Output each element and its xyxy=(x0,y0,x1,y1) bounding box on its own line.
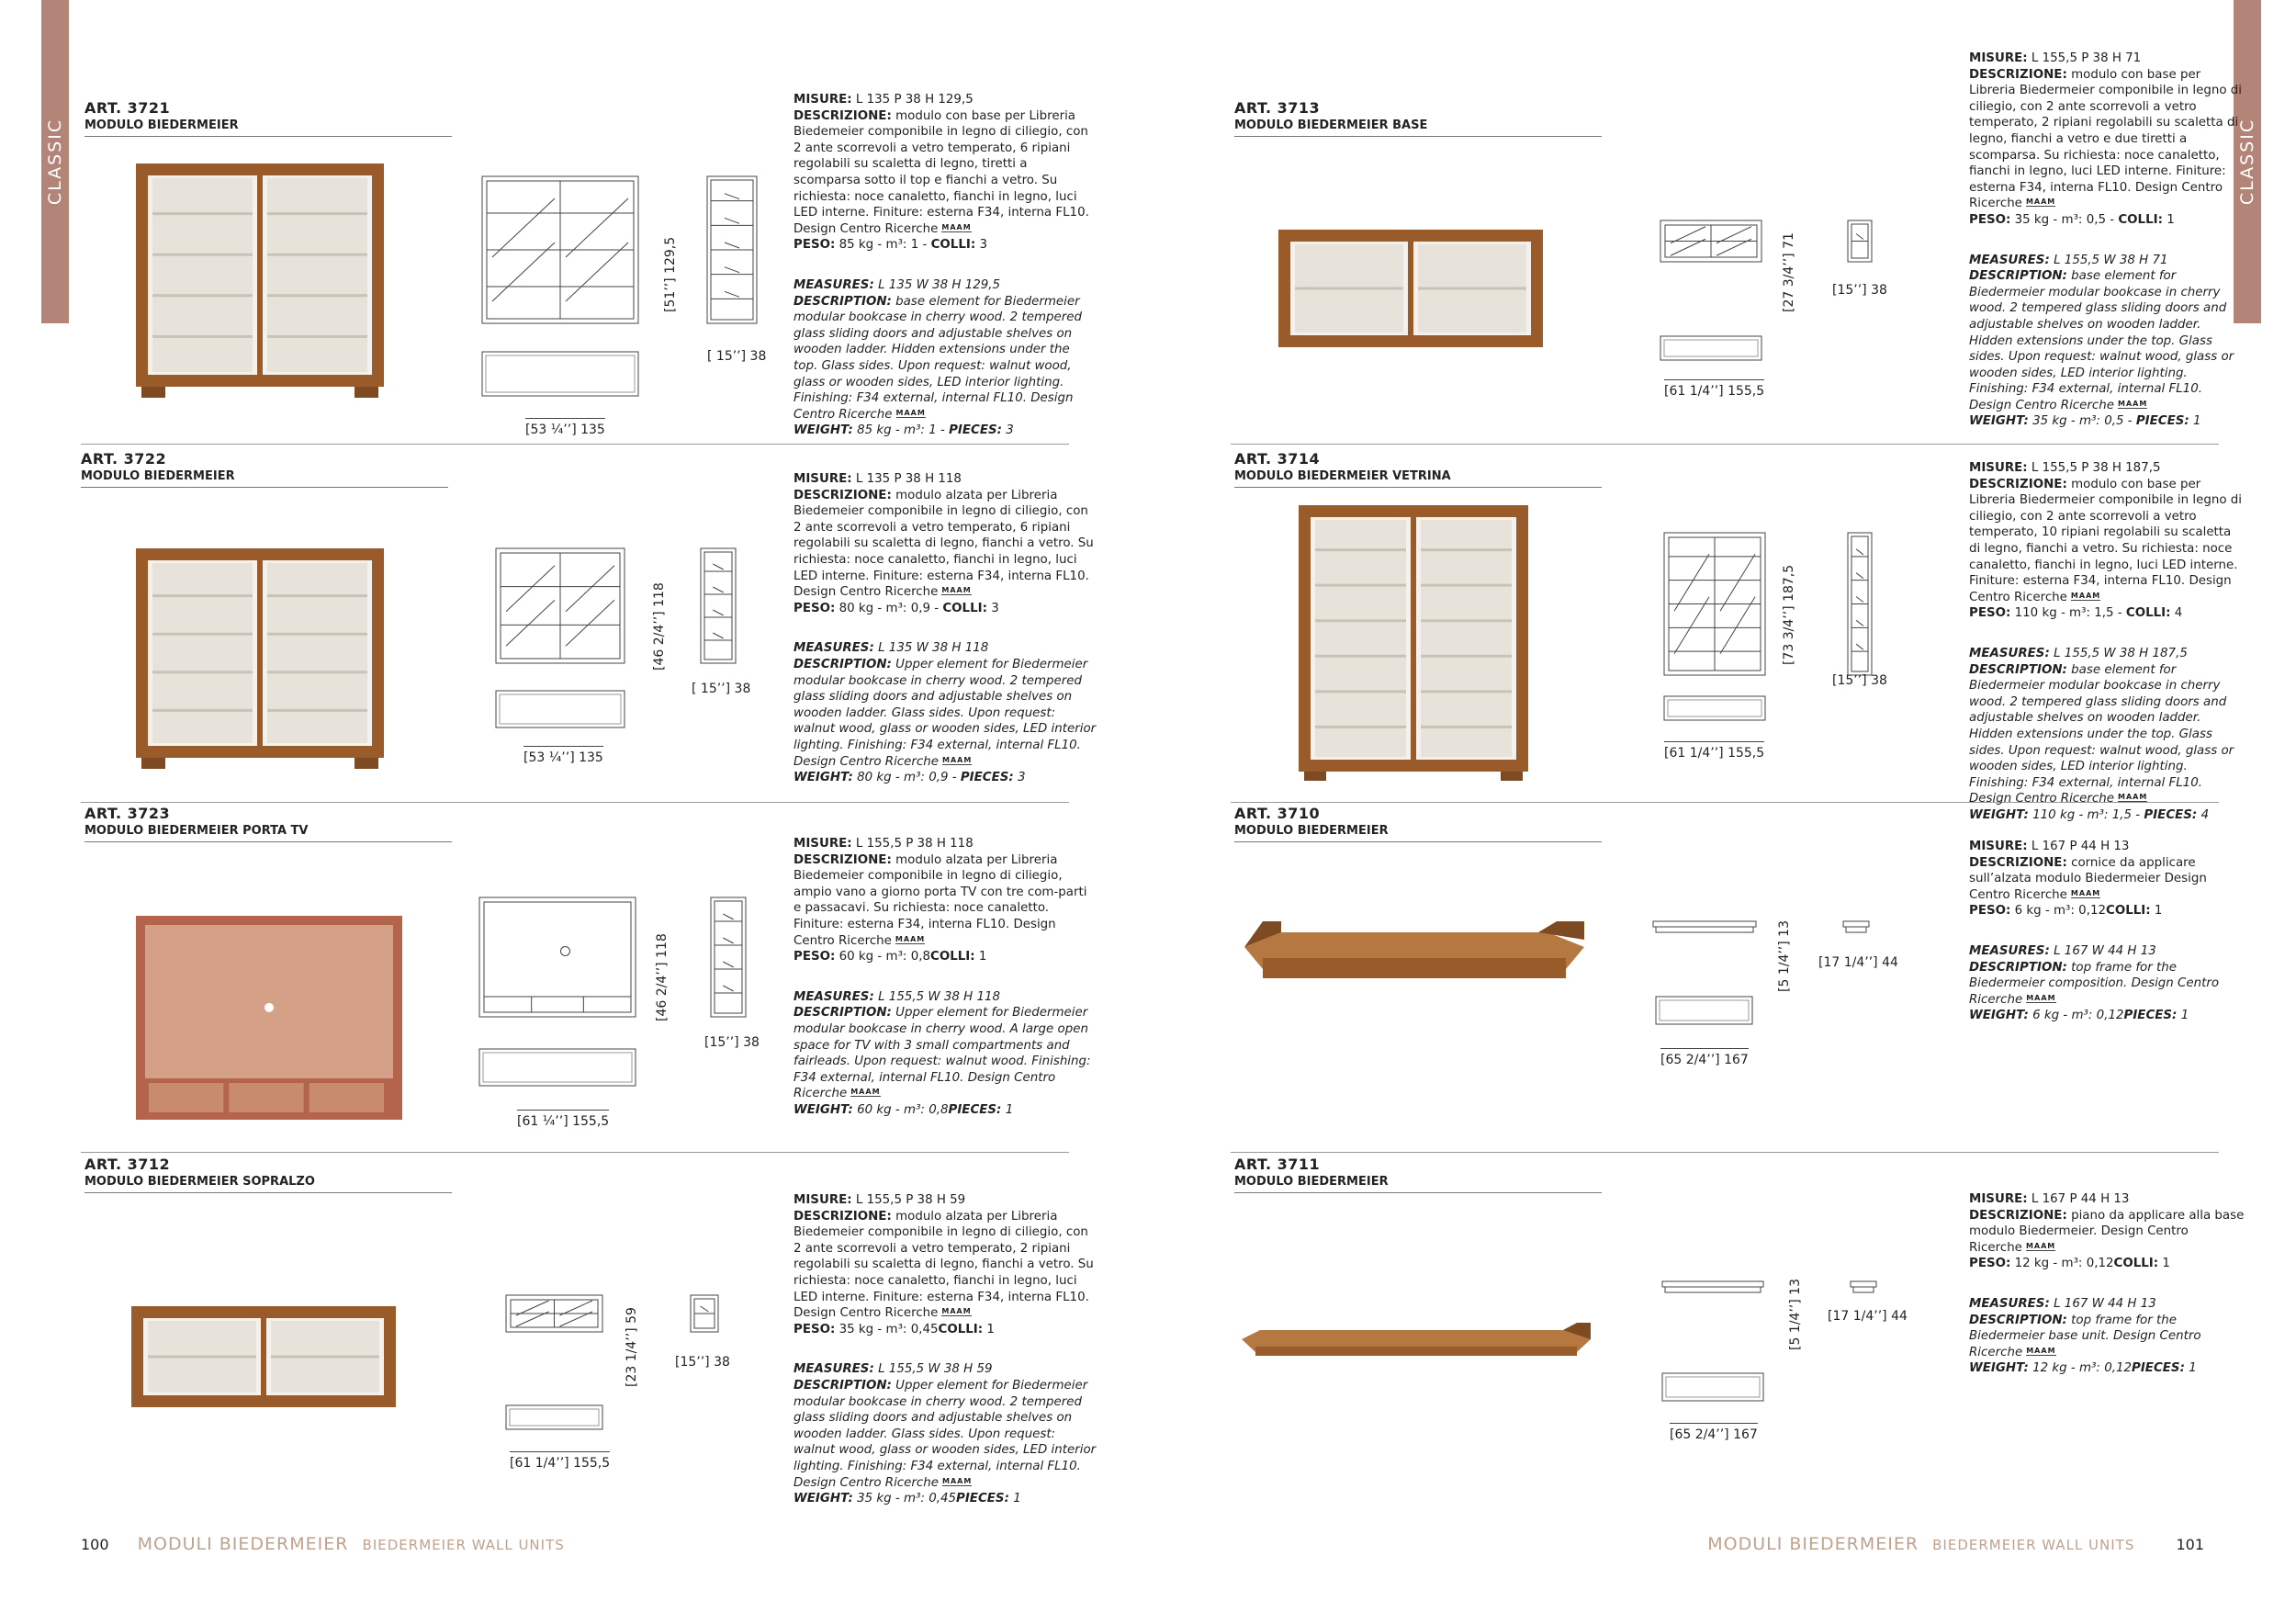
page-number: 100 xyxy=(81,1536,109,1553)
side-elevation-drawing xyxy=(1848,220,1872,262)
design-credit: Design Centro Ricerche xyxy=(1969,574,2232,604)
article-number: ART. 3710 xyxy=(1234,805,1321,822)
measures-label-en: MEASURES: xyxy=(1969,646,2050,660)
product-photo xyxy=(1278,230,1543,347)
design-credit: Design Centro Ricerche xyxy=(1969,1224,2189,1255)
pieces-value-en: 1 xyxy=(1013,1492,1021,1506)
pieces-value-en: 1 xyxy=(1005,1102,1014,1117)
measures-value-en: L 167 W 44 H 13 xyxy=(2054,943,2156,958)
product-description xyxy=(793,92,1097,463)
side-elevation-drawing xyxy=(711,897,746,1017)
weight-label-en: WEIGHT: xyxy=(1969,1361,2029,1376)
description-text-it: piano da applicare alla base modulo Biedermeier. xyxy=(1969,1208,2245,1239)
product-name: MODULO BIEDERMEIER xyxy=(1234,824,1389,838)
maam-logo: MAAM xyxy=(942,755,973,764)
measures-value-it: L 167 P 44 H 13 xyxy=(2031,840,2130,853)
weight-value-it: 12 kg - m³: 0,12 xyxy=(2014,1257,2114,1271)
description-label-en: DESCRIPTION: xyxy=(1969,960,2067,975)
measures-label-en: MEASURES: xyxy=(793,1362,874,1377)
pieces-label-it: COLLI: xyxy=(930,950,975,964)
description-label-it: DESCRIZIONE: xyxy=(1969,477,2067,491)
weight-label-en: WEIGHT: xyxy=(1969,414,2029,429)
weight-value-en: 60 kg - m³: 0,8 xyxy=(857,1102,949,1117)
pieces-value-it: 3 xyxy=(991,601,999,615)
pieces-label-it: COLLI: xyxy=(2106,904,2151,919)
description-label-it: DESCRIZIONE: xyxy=(1969,1208,2067,1223)
height-dimension: [46 2/4’’] 118 xyxy=(652,582,667,671)
depth-dimension: [ 15’’] 38 xyxy=(692,682,751,696)
section-tab-label: CLASSIC xyxy=(2237,118,2257,206)
pieces-value-en: 4 xyxy=(2200,807,2210,822)
description-label-en: DESCRIPTION: xyxy=(793,1378,892,1393)
maam-logo: MAAM xyxy=(941,1307,972,1316)
maam-logo: MAAM xyxy=(2070,591,2101,600)
width-dimension: [61 1/4’’] 155,5 xyxy=(510,1451,610,1471)
description-label-en: DESCRIPTION: xyxy=(1969,269,2067,284)
footer-right xyxy=(1707,1534,2204,1554)
description-label-it: DESCRIZIONE: xyxy=(793,852,892,867)
pieces-label-en: PIECES: xyxy=(960,771,1014,785)
description-text-it: modulo con base per Libreria Biedermeier componibile in legno di ciliegio, con 2 ante scorrevoli a vetro temperato, 10 ripiani regolabili su scaletta di legno, fianchi a vetro. Su richiesta: noce canaletto, fianchi in legno, luci LED interne. Finiture: esterna F34, interna FL10. xyxy=(1969,477,2242,589)
depth-dimension: [15’’] 38 xyxy=(675,1355,730,1370)
depth-dimension: [15’’] 38 xyxy=(1832,673,1887,688)
design-credit: Design Centro Ricerche xyxy=(1969,872,2207,902)
plan-view-drawing xyxy=(1660,336,1761,360)
measures-label-it: MISURE: xyxy=(1969,461,2028,475)
weight-label-en: WEIGHT: xyxy=(793,1102,853,1117)
product-header xyxy=(84,1156,452,1193)
article-number: ART. 3714 xyxy=(1234,450,1321,468)
pieces-value-en: 1 xyxy=(2193,414,2201,429)
maam-logo: MAAM xyxy=(2118,399,2148,408)
measures-value-it: L 135 P 38 H 129,5 xyxy=(855,93,974,107)
pieces-value-it: 1 xyxy=(2154,904,2163,919)
weight-label-en: WEIGHT: xyxy=(793,771,853,785)
article-number: ART. 3711 xyxy=(1234,1156,1321,1173)
product-header xyxy=(84,805,452,842)
footer-subtitle: BIEDERMEIER WALL UNITS xyxy=(362,1537,565,1553)
description-label-en: DESCRIPTION: xyxy=(793,294,892,309)
product-name: MODULO BIEDERMEIER BASE xyxy=(1234,118,1428,132)
description-text-it: modulo alzata per Libreria Biedemeier componibile in legno di ciliegio, con 2 ante scorrevoli a vetro temperato, 6 ripiani regolabili su scaletta di legno, fianchi a vetro. Su richiesta: noce canaletto, fianchi in legno, luci LED interne. Finiture: esterna F34, interna FL10. xyxy=(793,488,1094,583)
measures-label-en: MEASURES: xyxy=(1969,943,2050,958)
measures-label-en: MEASURES: xyxy=(793,641,874,656)
maam-logo: MAAM xyxy=(895,408,926,417)
measures-label-it: MISURE: xyxy=(793,1193,852,1207)
product-description xyxy=(1969,1191,2245,1401)
height-dimension: [5 1/4’’] 13 xyxy=(1788,1279,1803,1350)
measures-label-it: MISURE: xyxy=(793,472,852,486)
product-description xyxy=(793,836,1097,1143)
design-credit: Design Centro Ricerche xyxy=(793,1475,939,1490)
footer-title: MODULI BIEDERMEIER xyxy=(137,1534,349,1554)
pieces-value-it: 1 xyxy=(978,950,987,964)
pieces-value-en: 3 xyxy=(1018,771,1026,785)
description-text-en: Upper element for Biedermeier modular bookcase in cherry wood. 2 tempered glass sliding doors and adjustable shelves on wooden ladder. Glass sides. Upon request: walnut wood, glass or wooden sides, LED interior lighting. Finishing: F34 external, internal FL10. xyxy=(793,657,1097,752)
description-label-en: DESCRIPTION: xyxy=(1969,662,2067,677)
pieces-label-en: PIECES: xyxy=(2135,414,2189,429)
product-photo xyxy=(136,916,402,1120)
product-header xyxy=(84,99,452,137)
product-photo xyxy=(1299,505,1528,781)
article-number: ART. 3712 xyxy=(84,1156,171,1173)
article-number: ART. 3721 xyxy=(84,99,171,117)
product-name: MODULO BIEDERMEIER PORTA TV xyxy=(84,824,309,838)
side-elevation-drawing xyxy=(691,1295,718,1332)
pieces-label-it: COLLI: xyxy=(942,601,987,615)
pieces-label-en: PIECES: xyxy=(2123,1009,2178,1023)
weight-value-en: 35 kg - m³: 0,5 - xyxy=(2032,414,2136,429)
product-description xyxy=(793,471,1097,810)
measures-label-en: MEASURES: xyxy=(793,277,874,292)
measures-value-it: L 155,5 P 38 H 71 xyxy=(2031,51,2142,65)
section-tab-label: CLASSIC xyxy=(45,118,65,206)
height-dimension: [51’’] 129,5 xyxy=(663,236,678,312)
plan-view-drawing xyxy=(1656,997,1752,1024)
front-elevation-drawing xyxy=(1664,533,1765,675)
weight-value-it: 110 kg - m³: 1,5 - xyxy=(2014,606,2126,621)
weight-label-it: PESO: xyxy=(793,950,836,964)
maam-logo: MAAM xyxy=(942,1476,973,1485)
weight-value-en: 12 kg - m³: 0,12 xyxy=(2032,1361,2133,1376)
description-text-it: modulo con base per Libreria Biedermeier componibile in legno di ciliegio, con 2 ante scorrevoli a vetro temperato, 2 ripiani regolabili su scaletta di legno, fianchi a vetro e due tiretti a scomparsa. Su richiesta: noce canaletto, fianchi in legno, luci LED interne. Finiture: esterna F34, interna FL10. xyxy=(1969,67,2242,195)
weight-label-en: WEIGHT: xyxy=(793,423,853,438)
product-name: MODULO BIEDERMEIER SOPRALZO xyxy=(84,1175,315,1189)
depth-dimension: [15’’] 38 xyxy=(704,1035,760,1050)
maam-logo: MAAM xyxy=(895,934,926,943)
description-label-it: DESCRIZIONE: xyxy=(1969,855,2067,870)
measures-label-it: MISURE: xyxy=(1969,840,2028,853)
maam-logo: MAAM xyxy=(2025,197,2056,207)
side-elevation-drawing xyxy=(1848,533,1872,675)
maam-logo: MAAM xyxy=(2025,1241,2056,1250)
weight-label-it: PESO: xyxy=(1969,904,2011,919)
product-header xyxy=(1234,1156,1602,1193)
product-description xyxy=(793,1192,1097,1531)
product-description xyxy=(1969,51,2245,454)
description-text-en: base element for Biedermeier modular bookcase in cherry wood. 2 tempered glass sliding doors and adjustable shelves on wooden ladder. Hidden extensions under the top. Glass sides. Upon request: walnut wood, glass or wooden sides, LED interior lighting. Finishing: F34 external, internal FL10. xyxy=(1969,662,2234,790)
design-credit: Design Centro Ricerche xyxy=(1969,792,2114,806)
maam-logo: MAAM xyxy=(2026,993,2056,1002)
description-label-it: DESCRIZIONE: xyxy=(793,488,892,502)
description-label-it: DESCRIZIONE: xyxy=(1969,67,2067,82)
design-credit: Design Centro Ricerche xyxy=(793,1306,939,1321)
height-dimension: [27 3/4’’] 71 xyxy=(1782,232,1796,312)
measures-value-en: L 167 W 44 H 13 xyxy=(2054,1296,2156,1311)
measures-value-it: L 135 P 38 H 118 xyxy=(855,472,962,486)
article-number: ART. 3713 xyxy=(1234,99,1321,117)
product-photo xyxy=(136,548,384,769)
depth-dimension: [ 15’’] 38 xyxy=(707,349,767,364)
pieces-label-en: PIECES: xyxy=(956,1492,1009,1506)
design-credit: Design Centro Ricerche xyxy=(1969,1329,2201,1359)
measures-value-it: L 155,5 P 38 H 59 xyxy=(855,1193,966,1207)
pieces-value-it: 1 xyxy=(2167,212,2175,227)
pieces-value-it: 1 xyxy=(986,1322,995,1336)
description-label-en: DESCRIPTION: xyxy=(1969,1313,2067,1327)
measures-value-it: L 155,5 P 38 H 187,5 xyxy=(2031,461,2161,475)
product-photo xyxy=(1242,1323,1591,1378)
weight-value-en: 80 kg - m³: 0,9 - xyxy=(857,771,961,785)
height-dimension: [23 1/4’’] 59 xyxy=(625,1307,639,1387)
weight-value-en: 35 kg - m³: 0,45 xyxy=(857,1492,957,1506)
article-number: ART. 3723 xyxy=(84,805,171,822)
pieces-value-en: 1 xyxy=(2180,1009,2189,1023)
description-text-en: top frame for the Biedermeier composition. xyxy=(1969,960,2177,991)
plan-view-drawing xyxy=(479,1049,636,1086)
footer-title: MODULI BIEDERMEIER xyxy=(1707,1534,1919,1554)
plan-view-drawing xyxy=(1662,1373,1763,1401)
front-elevation-drawing xyxy=(1660,220,1761,262)
product-header xyxy=(1234,99,1602,137)
description-text-en: base element for Biedermeier modular bookcase in cherry wood. 2 tempered glass sliding doors and adjustable shelves on wooden ladder. Hidden extensions under the top. Glass sides. Upon request: walnut wood, glass or wooden sides, LED interior lighting. Finishing: F34 external, internal FL10. xyxy=(793,294,1082,406)
measures-label-en: MEASURES: xyxy=(1969,1296,2050,1311)
design-credit: Design Centro Ricerche xyxy=(1969,398,2114,412)
design-credit: Design Centro Ricerche xyxy=(793,585,939,600)
description-text-en: top frame for the Biedermeier base unit. xyxy=(1969,1313,2177,1344)
measures-value-en: L 155,5 W 38 H 59 xyxy=(878,1362,993,1377)
weight-label-it: PESO: xyxy=(793,601,836,615)
side-elevation-drawing xyxy=(1851,1281,1876,1292)
weight-value-it: 85 kg - m³: 1 - xyxy=(838,238,931,253)
plan-view-drawing xyxy=(506,1405,602,1429)
pieces-label-it: COLLI: xyxy=(2125,606,2171,621)
measures-label-it: MISURE: xyxy=(793,837,852,851)
side-elevation-drawing xyxy=(707,176,757,323)
design-credit: Design Centro Ricerche xyxy=(1969,180,2223,211)
footer-left xyxy=(81,1534,565,1554)
description-text-en: Upper element for Biedermeier modular bookcase in cherry wood. A large open space for TV with 3 small compartments and fairleads. Upon request: walnut wood. Finishing: F34 external, internal FL10. xyxy=(793,1006,1091,1085)
pieces-value-en: 3 xyxy=(1006,423,1014,438)
height-dimension: [46 2/4’’] 118 xyxy=(655,933,670,1021)
measures-label-en: MEASURES: xyxy=(793,989,874,1004)
product-name: MODULO BIEDERMEIER xyxy=(84,118,239,132)
width-dimension: [53 ¼’’] 135 xyxy=(525,418,605,437)
depth-dimension: [17 1/4’’] 44 xyxy=(1818,955,1898,970)
weight-label-it: PESO: xyxy=(1969,606,2011,621)
side-elevation-drawing xyxy=(701,548,736,663)
product-header xyxy=(81,450,448,488)
product-photo xyxy=(1244,921,1584,1004)
side-elevation-drawing xyxy=(1843,921,1869,932)
weight-value-en: 110 kg - m³: 1,5 - xyxy=(2032,807,2144,822)
description-label-en: DESCRIPTION: xyxy=(793,1006,892,1021)
weight-value-it: 80 kg - m³: 0,9 - xyxy=(838,601,943,615)
weight-value-it: 35 kg - m³: 0,5 - xyxy=(2014,212,2119,227)
width-dimension: [65 2/4’’] 167 xyxy=(1670,1423,1758,1442)
product-description xyxy=(1969,460,2245,847)
pieces-value-it: 3 xyxy=(979,238,987,253)
design-credit: Design Centro Ricerche xyxy=(1969,976,2220,1007)
weight-label-en: WEIGHT: xyxy=(1969,1009,2029,1023)
height-dimension: [5 1/4’’] 13 xyxy=(1777,920,1792,992)
product-header xyxy=(1234,805,1602,842)
weight-value-it: 35 kg - m³: 0,45 xyxy=(838,1322,939,1336)
weight-value-it: 60 kg - m³: 0,8 xyxy=(838,950,930,964)
maam-logo: MAAM xyxy=(2026,1346,2056,1355)
front-elevation-drawing xyxy=(496,548,625,663)
front-elevation-drawing xyxy=(479,897,636,1017)
plan-view-drawing xyxy=(482,352,638,396)
description-label-it: DESCRIZIONE: xyxy=(793,1209,892,1224)
pieces-value-it: 4 xyxy=(2174,606,2183,621)
measures-value-en: L 155,5 W 38 H 187,5 xyxy=(2054,646,2188,660)
pieces-label-it: COLLI: xyxy=(2118,212,2163,227)
maam-logo: MAAM xyxy=(941,222,972,231)
pieces-label-en: PIECES: xyxy=(2144,807,2198,822)
weight-label-it: PESO: xyxy=(793,238,836,253)
weight-label-en: WEIGHT: xyxy=(793,1492,853,1506)
height-dimension: [73 3/4’’] 187,5 xyxy=(1782,564,1796,665)
measures-label-it: MISURE: xyxy=(793,93,852,107)
pieces-value-it: 1 xyxy=(2162,1257,2170,1271)
section-divider xyxy=(81,1152,1069,1153)
weight-value-en: 6 kg - m³: 0,12 xyxy=(2032,1009,2124,1023)
pieces-label-en: PIECES: xyxy=(949,423,1002,438)
front-elevation-drawing xyxy=(1653,921,1756,932)
measures-label-it: MISURE: xyxy=(1969,51,2028,65)
measures-label-en: MEASURES: xyxy=(1969,253,2050,267)
description-text-it: modulo alzata per Libreria Biedemeier componibile in legno di ciliegio, ampio vano a giorno porta TV con tre com-parti e passacavi. Su richiesta: noce canaletto. Finiture: esterna F34, interna FL10. xyxy=(793,852,1087,931)
design-credit: Design Centro Ricerche xyxy=(793,754,939,769)
description-text-it: modulo con base per Libreria Biedemeier componibile in legno di ciliegio, con 2 ante scorrevoli a vetro temperato, 6 ripiani regolabili su scaletta di legno, tiretti a scomparsa sotto il top e fianchi a vetro. Su richiesta: noce canaletto, fianchi in legno, luci LED interne. Finiture: esterna F34, interna FL10. xyxy=(793,108,1089,220)
weight-label-en: WEIGHT: xyxy=(1969,807,2029,822)
article-number: ART. 3722 xyxy=(81,450,167,468)
depth-dimension: [17 1/4’’] 44 xyxy=(1828,1309,1908,1324)
pieces-value-en: 1 xyxy=(2189,1361,2197,1376)
design-credit: Design Centro Ricerche xyxy=(793,917,1056,948)
product-name: MODULO BIEDERMEIER xyxy=(1234,1175,1389,1189)
description-text-it: modulo alzata per Libreria Biedemeier componibile in legno di ciliegio, con 2 ante scorrevoli a vetro temperato, 2 ripiani regolabili su scaletta di legno, fianchi a vetro. Su richiesta: noce canaletto, fianchi in legno, luci LED interne. Finiture: esterna F34, interna FL10. xyxy=(793,1209,1094,1304)
description-text-en: base element for Biedermeier modular bookcase in cherry wood. 2 tempered glass sliding doors and adjustable shelves on wooden ladder. Hidden extensions under the top. Glass sides. Upon request: walnut wood, glass or wooden sides, LED interior lighting. Finishing: F34 external, internal FL10. xyxy=(1969,269,2234,397)
front-elevation-drawing xyxy=(506,1295,602,1332)
maam-logo: MAAM xyxy=(2070,888,2101,897)
measures-value-it: L 167 P 44 H 13 xyxy=(2031,1192,2130,1206)
measures-value-it: L 155,5 P 38 H 118 xyxy=(855,837,974,851)
front-elevation-drawing xyxy=(482,176,638,323)
weight-value-it: 6 kg - m³: 0,12 xyxy=(2014,904,2106,919)
pieces-label-en: PIECES: xyxy=(2132,1361,2185,1376)
measures-label-it: MISURE: xyxy=(1969,1192,2028,1206)
width-dimension: [61 1/4’’] 155,5 xyxy=(1664,741,1764,761)
product-name: MODULO BIEDERMEIER xyxy=(81,469,235,483)
product-name: MODULO BIEDERMEIER VETRINA xyxy=(1234,469,1451,483)
description-text-it: cornice da applicare sull’alzata modulo Biedermeier xyxy=(1969,855,2196,886)
design-credit: Design Centro Ricerche xyxy=(793,391,1074,422)
design-credit: Design Centro Ricerche xyxy=(793,221,939,236)
description-label-it: DESCRIZIONE: xyxy=(793,108,892,123)
footer-subtitle: BIEDERMEIER WALL UNITS xyxy=(1932,1537,2135,1553)
width-dimension: [61 ¼’’] 155,5 xyxy=(517,1110,609,1129)
product-photo xyxy=(136,164,384,398)
weight-value-en: 85 kg - m³: 1 - xyxy=(857,423,950,438)
weight-label-it: PESO: xyxy=(1969,212,2011,227)
product-photo xyxy=(131,1306,396,1407)
width-dimension: [53 ¼’’] 135 xyxy=(523,746,603,765)
maam-logo: MAAM xyxy=(941,586,972,595)
depth-dimension: [15’’] 38 xyxy=(1832,283,1887,298)
product-header xyxy=(1234,450,1602,488)
design-credit: Design Centro Ricerche xyxy=(793,1070,1056,1101)
section-divider xyxy=(1231,1152,2219,1153)
width-dimension: [61 1/4’’] 155,5 xyxy=(1664,379,1764,399)
product-description xyxy=(1969,839,2245,1048)
measures-value-en: L 135 W 38 H 118 xyxy=(878,641,989,656)
pieces-label-it: COLLI: xyxy=(930,238,976,253)
maam-logo: MAAM xyxy=(2118,793,2148,802)
section-tab-left xyxy=(41,0,69,323)
width-dimension: [65 2/4’’] 167 xyxy=(1660,1048,1749,1067)
front-elevation-drawing xyxy=(1662,1281,1763,1292)
measures-value-en: L 155,5 W 38 H 118 xyxy=(878,989,1001,1004)
pieces-label-it: COLLI: xyxy=(2113,1257,2159,1271)
plan-view-drawing xyxy=(1664,696,1765,720)
description-text-en: Upper element for Biedermeier modular bookcase in cherry wood. 2 tempered glass sliding doors and adjustable shelves on wooden ladder. Glass sides. Upon request: walnut wood, glass or wooden sides, LED interior lighting. Finishing: F34 external, internal FL10. xyxy=(793,1378,1097,1473)
weight-label-it: PESO: xyxy=(1969,1257,2011,1271)
weight-label-it: PESO: xyxy=(793,1322,836,1336)
measures-value-en: L 155,5 W 38 H 71 xyxy=(2054,253,2168,267)
pieces-label-en: PIECES: xyxy=(948,1102,1002,1117)
measures-value-en: L 135 W 38 H 129,5 xyxy=(878,277,1001,292)
page-number: 101 xyxy=(2176,1536,2204,1553)
description-label-en: DESCRIPTION: xyxy=(793,657,892,671)
pieces-label-it: COLLI: xyxy=(938,1322,984,1336)
maam-logo: MAAM xyxy=(850,1088,881,1097)
plan-view-drawing xyxy=(496,691,625,727)
